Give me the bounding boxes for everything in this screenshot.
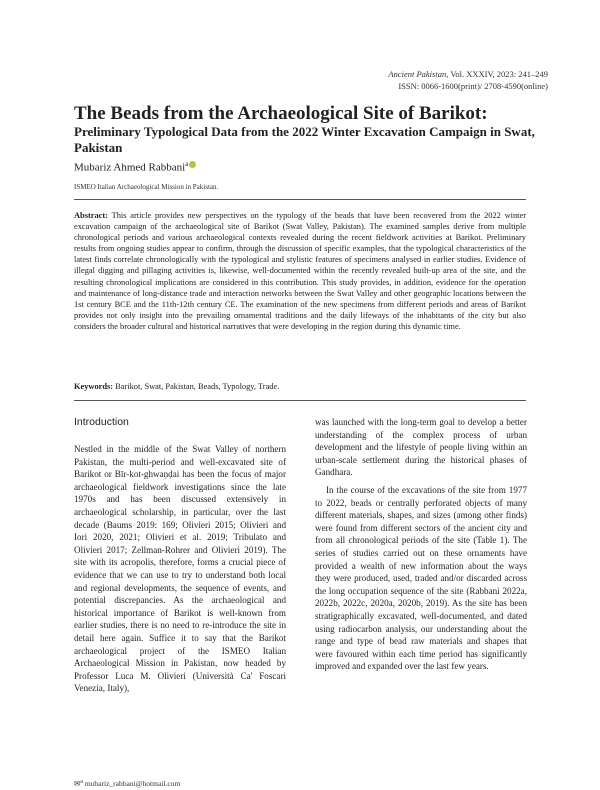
journal-header <box>388 68 548 92</box>
abstract-text: This article provides new perspectives on the typology of the beads that have been recovered from the 2022 winter excavation campaign of the archaeological site of Barikot (Swat Valley, Pakistan). The examined samples derive from multiple chronological periods and various archaeological contexts revealed during the recent fieldwork activities at Barikot. Preliminary results from ongoing studies appear to confirm, through the discussion of specific examples, that the typological characteristics of the latest finds correlate chronologically with the typological and stylistic features of specimens analysed in earlier studies. Evidence of illegal digging and pillaging activities is, likewise, well-documented within the recently revealed built-up area of the site, and the resulting chronological implications are considered in this contribution. This study provides, in addition, evidence for the operation and maintenance of long-distance trade and interaction networks between the Swat Valley and other geographic locations between the 1st century BCE and the 11th-12th century CE. The examination of the new specimens from different periods and areas of Barikot provides not only insight into the prevailing ornamental traditions and the daily lifeways of the inhabitants of the city but also considers the broader cultural and historical narratives that were developing in the region during this dynamic time. <box>74 211 526 331</box>
divider-bottom <box>74 400 526 401</box>
keywords-text: Barikot, Swat, Pakistan, Beads, Typology, Trade. <box>113 382 280 391</box>
left-column: Introduction Nestled in the middle of the Swat Valley of northern Pakistan, the multi-period and well-excavated site of Barikot or Bīr-kot-ghwaṇḍai has been the focus of major archaeological fieldwork investigations since the late 1970s and has been discussed extensively in archaeological scholarship, in particular, over the last decade (Baums 2019: 169; Olivieri 2015; Olivieri and Iori 2020, 2021; Olivieri et al. 2019; Tribulato and Olivieri 2017; Zellman-Rohrer and Olivieri 2019). The site with its acropolis, therefore, forms a crucial piece of evidence that we can use to try to understand both local and regional developments, the sequence of events, and potential discrepancies. As the archaeological and historical importance of Barikot is well-known from earlier studies, there is no need to re-introduce the site in detail here again. Suffice it to say that the Barikot archaeological project of the ISMEO Italian Archaeological Mission in Pakistan, now headed by Professor Luca M. Olivieri (Università Ca' Foscari Venezia, Italy), <box>74 416 286 694</box>
orcid-icon[interactable] <box>189 161 196 168</box>
abstract-label: Abstract: <box>74 211 108 220</box>
journal-issn: ISSN: 0066-1600(print)/ 2708-4590(online) <box>398 81 548 91</box>
email-icon: ✉ <box>74 779 81 788</box>
journal-name: Ancient Pakistan <box>388 69 447 79</box>
keywords <box>74 381 526 392</box>
article-subtitle: Preliminary Typological Data from the 2022 Winter Excavation Campaign in Swat, Pakistan <box>74 124 535 155</box>
right-paragraph-1: was launched with the long-term goal to develop a better understanding of the complex process of urban development and the lifestyle of people living within an urban-scale settlement during the historical phases of Gandhara. <box>315 417 527 478</box>
journal-volume: , Vol. XXXIV, 2023: 241–249 <box>446 69 548 79</box>
keywords-label: Keywords: <box>74 382 114 391</box>
author-line <box>74 160 196 174</box>
right-paragraph-2: In the course of the excavations of the site from 1977 to 2022, beads or centrally perforated objects of many different materials, shapes, and sizes (among other finds) were found from different sectors of the ancient city and from all chronological periods of the site (Table 1). The series of studies carried out on these ornaments have provided a wealth of new information about the ways they were produced, used, traded and/or discarded across the long occupation sequence of the site (Rabbani 2022a, 2022b, 2022c, 2020a, 2020b, 2019). As the site has been stratigraphically excavated, well-documented, and dated using radiocarbon analysis, our understanding about the range and type of bead raw materials and shapes that were favoured within each time period has significantly improved and expanded over the last few years. <box>315 484 527 672</box>
author-mark: a <box>185 160 189 168</box>
footnote-mark: a <box>80 779 83 785</box>
article-title: The Beads from the Archaeological Site of Barikot: <box>74 103 488 124</box>
affiliation: ISMEO Italian Archaeological Mission in Pakistan. <box>74 183 219 191</box>
left-paragraph-1: Nestled in the middle of the Swat Valley of northern Pakistan, the multi-period and well-excavated site of Barikot or Bīr-kot-ghwaṇḍai has been the focus of major archaeological fieldwork investigations since the late 1970s and has been discussed extensively in archaeological scholarship, in particular, over the last decade (Baums 2019: 169; Olivieri 2015; Olivieri and Iori 2020, 2021; Olivieri et al. 2019; Tribulato and Olivieri 2017; Zellman-Rohrer and Olivieri 2019). The site with its acropolis, therefore, forms a crucial piece of evidence that we can use to try to understand both local and regional developments, the sequence of events, and potential discrepancies. As the archaeological and historical importance of Barikot is well-known from earlier studies, there is no need to re-introduce the site in detail here again. Suffice it to say that the Barikot archaeological project of the ISMEO Italian Archaeological Mission in Pakistan, now headed by Professor Luca M. Olivieri (Università Ca' Foscari Venezia, Italy), <box>74 444 286 694</box>
divider-top <box>74 199 526 200</box>
author-name: Mubariz Ahmed Rabbani <box>74 161 186 174</box>
right-column <box>315 416 527 673</box>
footnote-email-line <box>74 778 180 788</box>
footnote-email[interactable]: mubariz_rabbani@hotmail.com <box>84 779 181 788</box>
abstract <box>74 210 526 332</box>
